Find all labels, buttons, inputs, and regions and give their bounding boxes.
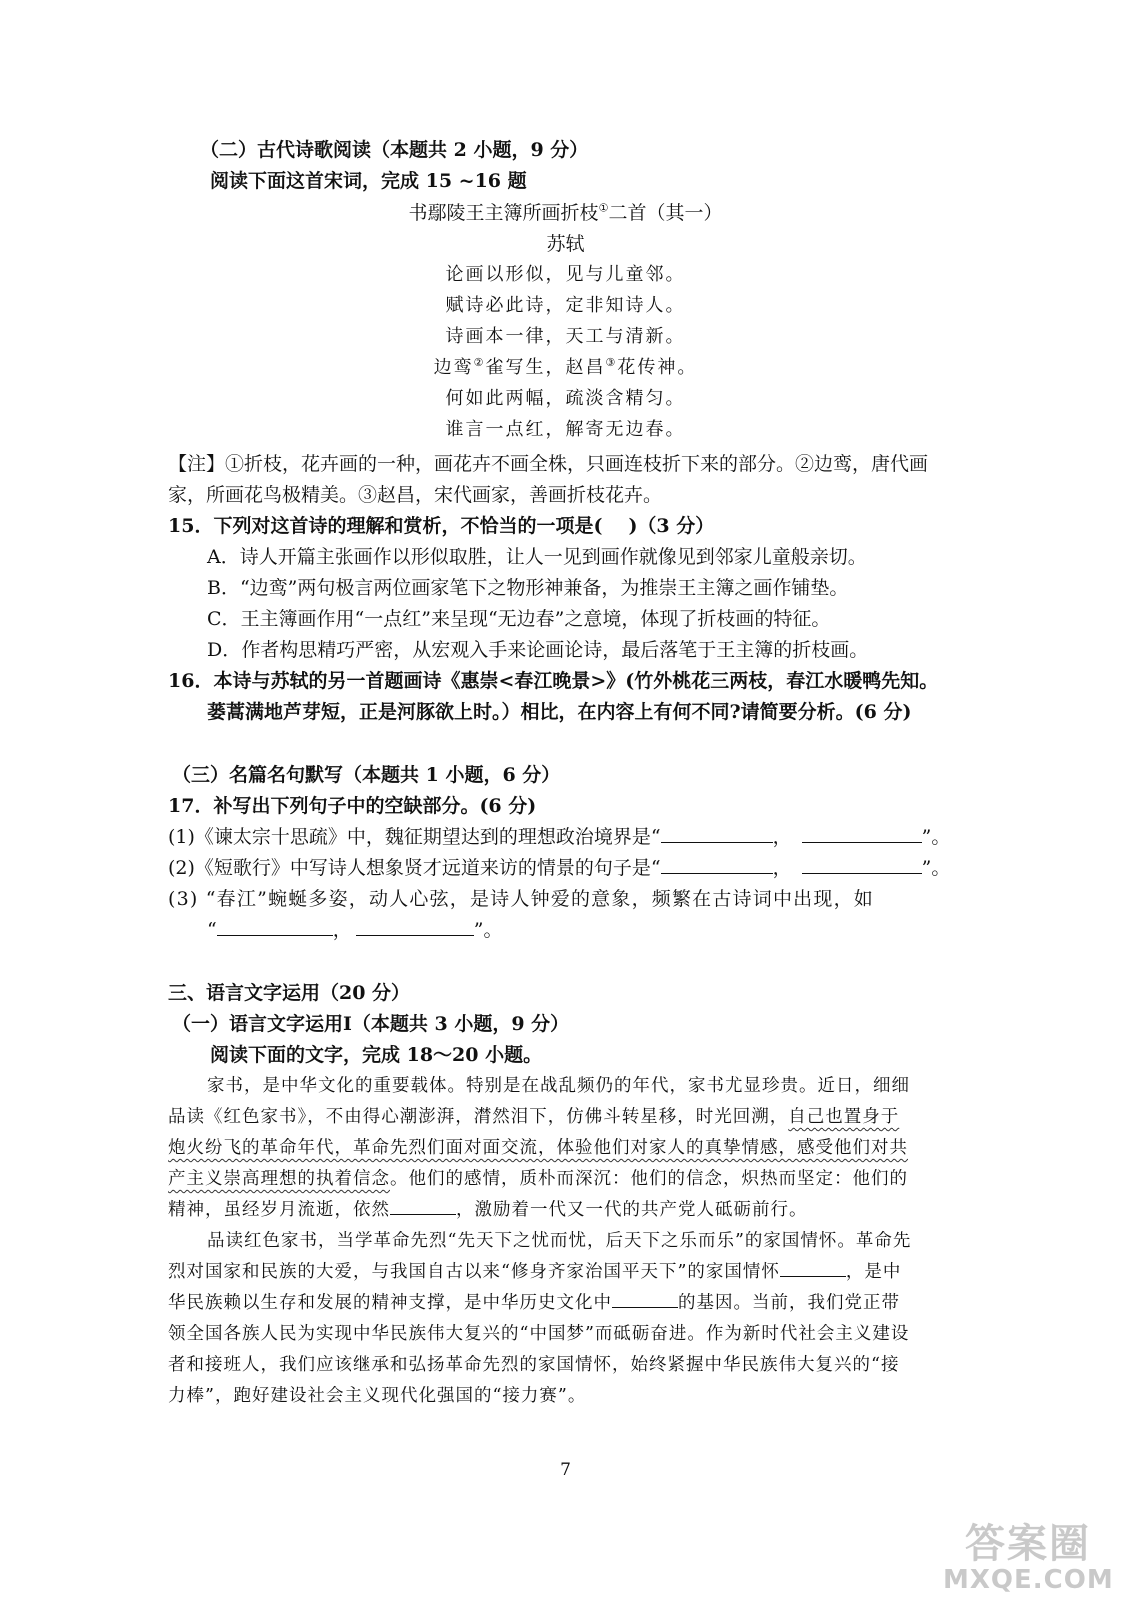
passage-line [168,1257,901,1287]
passage-line [168,1164,908,1194]
poem-line: 诗画本一律，天工与清新。 [445,326,686,347]
question-17-stem: 17．补写出下列句子中的空缺部分。(6 分) [168,795,537,817]
fill-blank[interactable] [390,1196,456,1215]
section-heading-recitation: （三）名篇名句默写（本题共 1 小题，6 分） [172,764,561,786]
fill-blank[interactable] [661,855,773,874]
poem-line-part: 边鸾 [433,357,474,378]
passage-line [168,1102,899,1132]
fill-blank[interactable] [802,824,922,843]
item-punct: “ [207,919,217,941]
poem-title [0,198,1131,228]
poem-notes: 家，所画花鸟极精美。③赵昌，宋代画家，善画折枝花卉。 [168,484,663,506]
fill-blank[interactable] [802,855,922,874]
poem-title-text: 书鄢陵王主簿所画折枝 [408,202,599,224]
poem-line: 赋诗必此诗，定非知诗人。 [445,295,686,316]
question-15-score: )（3 分） [628,515,715,537]
passage-text: 精神，虽经岁月流逝，依然 [168,1200,390,1220]
poem-line-part: 花传神。 [617,357,698,378]
footnote-mark: ① [598,201,609,215]
passage-line [168,1195,808,1225]
item-punct: ， [772,857,792,879]
passage-text: 。他们的感情，质朴而深沉：他们的信念，炽热而坚定：他们的 [390,1169,908,1189]
footnote-mark: ② [473,356,486,369]
language-instruction: 阅读下面的文字，完成 18～20 小题。 [210,1044,543,1066]
passage-text: 烈对国家和民族的大爱，与我国自古以来“修身齐家治国平天下”的家国情怀 [168,1262,780,1282]
section-heading-language: （一）语言文字运用Ⅰ（本题共 3 小题，9 分） [172,1013,570,1035]
fill-blank[interactable] [356,917,474,936]
footnote-mark: ③ [605,356,618,369]
question-16-line: 16．本诗与苏轼的另一首题画诗《惠崇<春江晚景>》(竹外桃花三两枝，春江水暖鸭先知。 [168,670,939,692]
option-d: D．作者构思精巧严密，从宏观入手来论画论诗，最后落笔于王主簿的折枝画。 [207,639,869,661]
passage-line: 者和接班人，我们应该继承和弘扬革命先烈的家国情怀，始终紧握中华民族伟大复兴的“接 [168,1355,900,1375]
wavy-underlined-sentence: 自己也置身于 [788,1107,900,1127]
poem-line: 何如此两幅，疏淡含精匀。 [445,388,686,409]
passage-line [168,1288,900,1318]
item-punct: ”。 [921,826,951,848]
item-punct: ， [772,826,792,848]
wavy-underlined-sentence: 产主义崇高理想的执着信念 [168,1169,390,1189]
wavy-underlined-sentence: 炮火纷飞的革命年代，革命先烈们面对面交流，体验他们对家人的真挚情感，感受他们对共 [168,1138,908,1158]
passage-text: 品读《红色家书》，不由得心潮澎湃，潸然泪下，仿佛斗转星移，时光回溯， [168,1107,789,1127]
passage-line: 家书，是中华文化的重要载体。特别是在战乱频仍的年代，家书尤显珍贵。近日，细细 [207,1076,910,1096]
question-15-text: 15．下列对这首诗的理解和赏析，不恰当的一项是( [168,515,603,537]
item-punct: ”。 [473,919,503,941]
question-17-item-3: (3) “春江”蜿蜒多姿，动人心弦，是诗人钟爱的意象，频繁在古诗词中出现，如 [168,888,874,910]
question-15-stem [168,511,714,541]
question-17-item-2 [168,853,950,883]
poem-author: 苏轼 [546,233,585,255]
option-a: A．诗人开篇主张画作以形似取胜，让人一见到画作就像见到邻家儿童般亲切。 [207,546,867,568]
item-text: (1)《谏太宗十思疏》中，魏征期望达到的理想政治境界是“ [168,826,661,848]
item-punct: ， [332,919,352,941]
poetry-instruction: 阅读下面这首宋词，完成 15 ~16 题 [210,170,527,192]
fill-blank[interactable] [661,824,773,843]
poem-line: 谁言一点红，解寄无边春。 [445,419,686,440]
fill-blank[interactable] [780,1258,846,1277]
question-17-item-3-blanks [207,915,502,945]
passage-line: 品读红色家书，当学革命先烈“先天下之忧而忧，后天下之乐而乐”的家国情怀。革命先 [207,1231,912,1251]
question-17-item-1 [168,822,950,852]
watermark-logo [943,1522,1113,1594]
item-punct: ”。 [921,857,951,879]
poem-notes: 【注】①折枝，花卉画的一种，画花卉不画全株，只画连枝折下来的部分。②边鸾，唐代画 [168,453,929,475]
question-16-line: 蒌蒿满地芦芽短，正是河豚欲上时。）相比，在内容上有何不同?请简要分析。(6 分) [207,701,912,723]
watermark-text: 答案圈 [965,1521,1091,1567]
poem-title-suffix: 二首（其一） [608,202,723,224]
part-heading-language: 三、语言文字运用（20 分） [168,982,411,1004]
fill-blank[interactable] [612,1289,678,1308]
passage-text: 华民族赖以生存和发展的精神支撑，是中华历史文化中 [168,1293,612,1313]
page-number: 7 [560,1460,571,1480]
poem-line: 论画以形似，见与儿童邻。 [445,264,686,285]
option-b: B．“边鸾”两句极言两位画家笔下之物形神兼备，为推崇王主簿之画作铺垫。 [207,577,849,599]
poem-line-part: 雀写生，赵昌 [485,357,606,378]
item-text: (2)《短歌行》中写诗人想象贤才远道来访的情景的句子是“ [168,857,661,879]
passage-line: 领全国各族人民为实现中华民族伟大复兴的“中国梦”而砥砺奋进。作为新时代社会主义建设 [168,1324,910,1344]
poem-line [0,353,1131,383]
passage-text: 的基因。当前，我们党正带 [678,1293,900,1313]
watermark-domain: MXQE.COM [943,1565,1114,1595]
option-c: C．王主簿画作用“一点红”来呈现“无边春”之意境，体现了折枝画的特征。 [207,608,831,630]
fill-blank[interactable] [217,917,333,936]
passage-line: 力棒”，跑好建设社会主义现代化强国的“接力赛”。 [168,1386,587,1406]
passage-text: ，是中 [845,1262,902,1282]
passage-text: ，激励着一代又一代的共产党人砥砺前行。 [456,1200,808,1220]
section-heading-poetry: （二）古代诗歌阅读（本题共 2 小题，9 分） [200,139,589,161]
